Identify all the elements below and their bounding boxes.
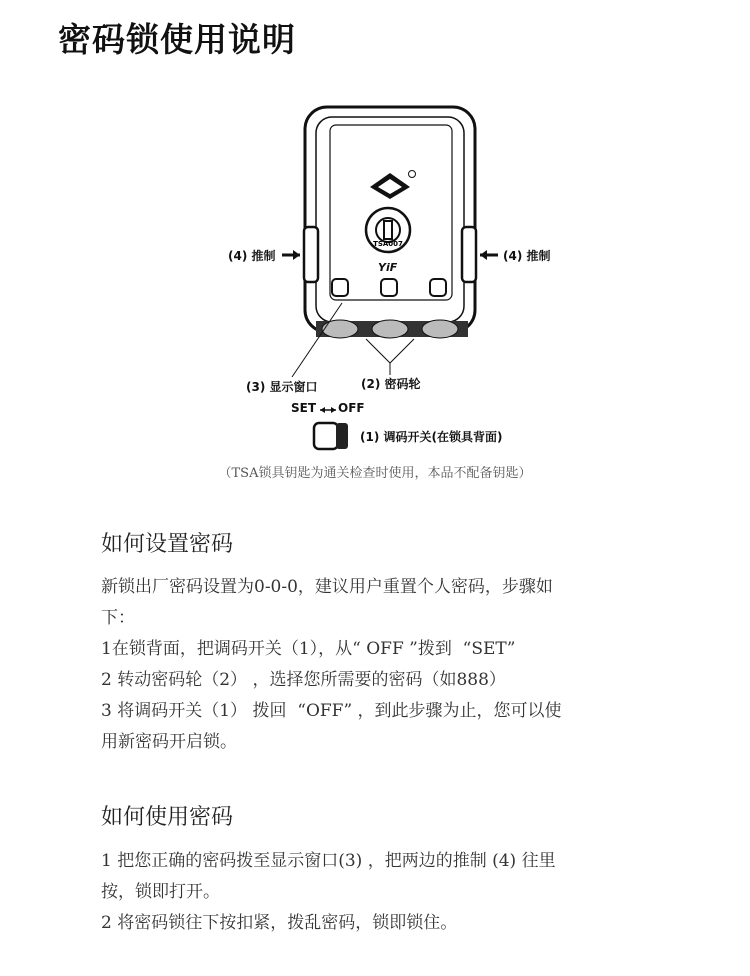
use-instructions [101,846,661,939]
set-line: 下： [101,608,135,628]
label-combination-wheel: (2) 密码轮 [361,377,421,391]
set-instructions [101,572,661,758]
lock-illustration [0,95,750,455]
switch-icon [314,423,348,449]
set-line: 1在锁背面，把调码开关（1），从“ OFF ”拨到 “SET” [101,639,516,659]
use-line: 1 把您正确的密码拨至显示窗口(3) ，把两边的推制 (4) 往里 [101,851,556,871]
label-push-left: (4) 推制 [228,249,276,263]
use-line: 2 将密码锁往下按扣紧，拨乱密码，锁即锁住。 [101,913,458,933]
set-line: 用新密码开启锁。 [101,732,237,752]
label-set: SET [291,401,317,415]
set-line: 3 将调码开关（1） 拨回 “OFF” ，到此步骤为止，您可以使 [101,701,562,721]
left-push-button [304,227,318,282]
set-line: 2 转动密码轮（2） ，选择您所需要的密码（如888） [101,670,506,690]
heading-how-to-set: 如何设置密码 [101,532,234,557]
use-line: 按，锁即打开。 [101,882,220,902]
right-push-button [462,227,476,282]
dial-text: TSA007 [373,240,403,248]
wheel-window-1 [332,279,348,296]
wheel-window-2 [381,279,397,296]
label-display-window: (3) 显示窗口 [246,380,318,394]
heading-how-to-use: 如何使用密码 [101,805,234,830]
diagram-caption: （TSA锁具钥匙为通关检查时使用，本品不配备钥匙） [218,466,532,481]
combination-wheels [316,320,468,338]
brand-label: YiF [378,261,398,274]
page-title: 密码锁使用说明 [58,20,296,59]
label-off: OFF [338,401,365,415]
label-switch: (1) 调码开关(在锁具背面) [360,430,503,444]
lock-diagram [0,95,750,455]
label-push-right: (4) 推制 [503,249,551,263]
wheel-window-3 [430,279,446,296]
set-line: 新锁出厂密码设置为0-0-0，建议用户重置个人密码，步骤如 [101,577,553,597]
